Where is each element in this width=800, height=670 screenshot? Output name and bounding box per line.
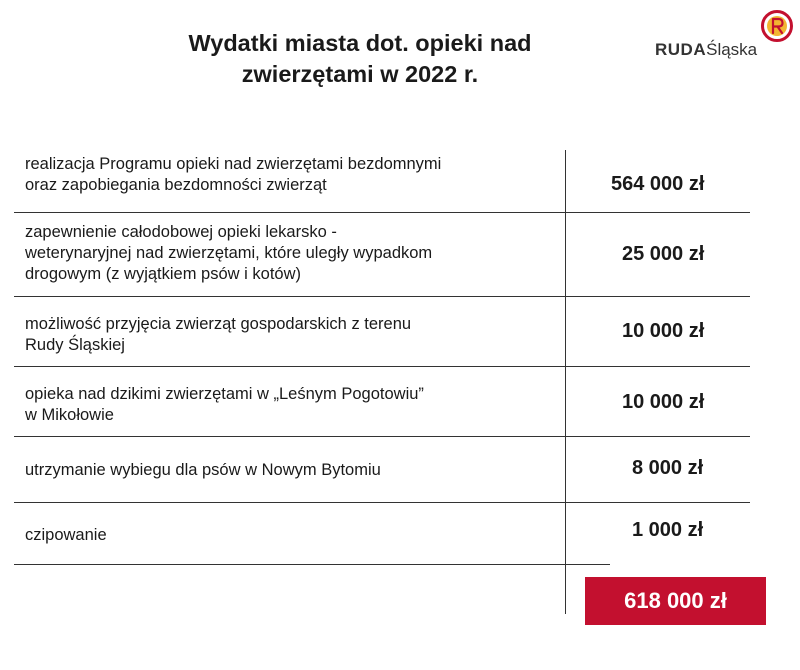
row-5-line-1: utrzymanie wybiegu dla psów w Nowym Bytomiu: [25, 461, 381, 479]
row-divider: [14, 564, 610, 565]
row-1-line-2: oraz zapobiegania bezdomności zwierząt: [25, 176, 327, 194]
row-divider: [14, 366, 750, 367]
row-3-description: [25, 314, 545, 356]
total-amount-badge: [585, 577, 766, 625]
row-4-description: [25, 384, 545, 426]
row-divider: [14, 212, 750, 213]
row-divider: [14, 296, 750, 297]
row-4-amount: 10 000 zł: [622, 391, 705, 413]
logo-brand-light: Śląska: [706, 40, 758, 59]
row-4-line-2: w Mikołowie: [25, 406, 114, 424]
logo-brand-bold: RUDA: [655, 40, 707, 59]
row-2-line-1: zapewnienie całodobowej opieki lekarsko -: [25, 223, 337, 241]
total-amount: 618 000 zł: [624, 588, 727, 613]
ruda-slaska-logo-icon: [760, 9, 794, 43]
row-5-amount: 8 000 zł: [632, 457, 704, 479]
row-divider: [14, 502, 750, 503]
row-5-description: [25, 460, 545, 481]
row-2-line-2: weterynaryjnej nad zwierzętami, które uległy wypadkom: [25, 244, 433, 262]
row-1-amount: 564 000 zł: [611, 173, 705, 195]
row-6-amount: 1 000 zł: [632, 519, 704, 541]
row-divider: [14, 436, 750, 437]
row-2-description: [25, 222, 545, 285]
page-title: [140, 28, 580, 90]
column-divider: [565, 150, 566, 614]
ruda-slaska-logo-text: [655, 40, 757, 60]
row-3-line-1: możliwość przyjęcia zwierząt gospodarskich z terenu: [25, 315, 412, 333]
row-4-line-1: opieka nad dzikimi zwierzętami w „Leśnym Pogotowiu”: [25, 385, 424, 403]
page-title-line-1: Wydatki miasta dot. opieki nad: [188, 30, 532, 56]
row-3-line-2: Rudy Śląskiej: [25, 336, 125, 354]
row-6-description: [25, 525, 545, 546]
row-6-line-1: czipowanie: [25, 526, 107, 544]
row-1-description: [25, 154, 545, 196]
page-title-line-2: zwierzętami w 2022 r.: [241, 61, 479, 87]
row-2-amount: 25 000 zł: [622, 243, 705, 265]
row-1-line-1: realizacja Programu opieki nad zwierzętami bezdomnymi: [25, 155, 442, 173]
row-2-line-3: drogowym (z wyjątkiem psów i kotów): [25, 265, 301, 283]
row-3-amount: 10 000 zł: [622, 320, 705, 342]
